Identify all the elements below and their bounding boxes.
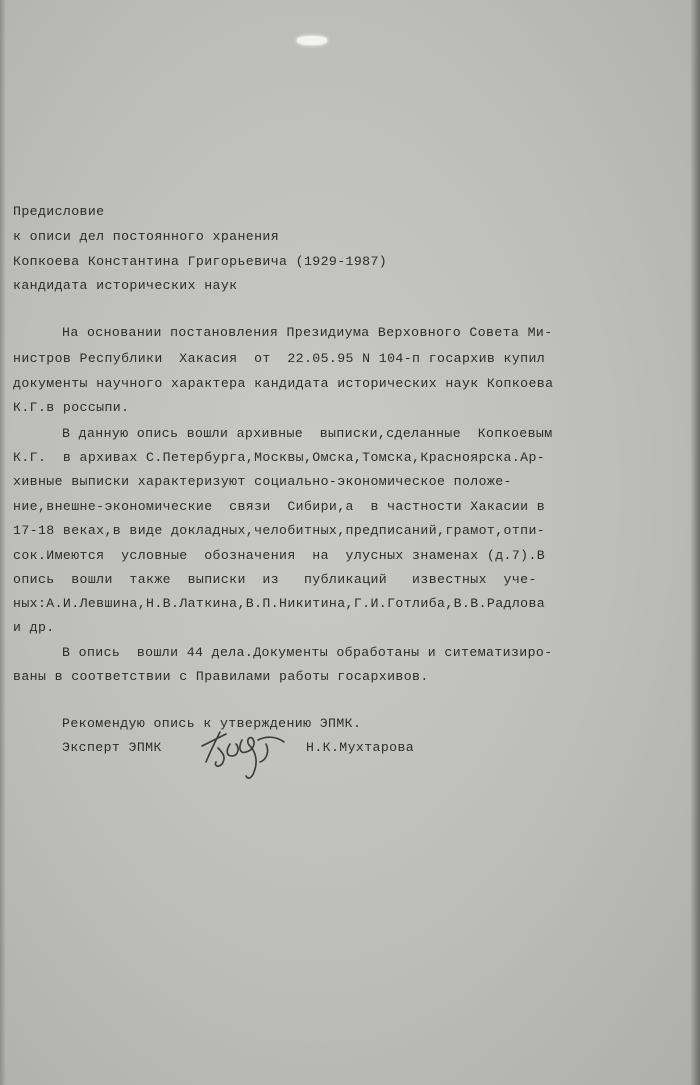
handwritten-signature [196, 722, 292, 784]
paragraph-2-line-2: К.Г. в архивах С.Петербурга,Москвы,Омска,Томска,Красноярска.Ар- [13, 450, 546, 465]
paragraph-2-line-3: хивные выписки характеризуют социально-экономическое положе- [13, 474, 512, 489]
paragraph-1-line-1: На основании постановления Президиума Верховного Совета Ми- [62, 325, 553, 340]
paragraph-1-line-4: К.Г.в россыпи. [13, 400, 130, 415]
paragraph-2-line-7: опись вошли также выписки из публикаций известных уче- [13, 572, 537, 587]
heading-line-1: Предисловие [13, 204, 105, 219]
paragraph-3-line-2: ваны в соответствии с Правилами работы госархивов. [13, 669, 429, 684]
heading-line-4: кандидата исторических наук [13, 278, 238, 293]
paragraph-1-line-3: документы научного характера кандидата исторических наук Копкоева [13, 376, 554, 391]
paragraph-2-line-1: В данную опись вошли архивные выписки,сделанные Копкоевым [62, 426, 553, 441]
heading-line-3: Копкоева Константина Григорьевича (1929-1987) [13, 254, 388, 269]
paper-damage-mark [297, 36, 327, 45]
paragraph-3-line-1: В опись вошли 44 дела.Документы обработаны и ситематизиро- [62, 645, 553, 660]
paragraph-2-line-8: ных:А.И.Левшина,Н.В.Латкина,В.П.Никитина,Г.И.Готлиба,В.В.Радлова [13, 596, 546, 611]
page-edge-shadow-left [0, 0, 6, 1085]
heading-line-2: к описи дел постоянного хранения [13, 229, 280, 244]
page-edge-shadow-right [690, 0, 700, 1085]
paragraph-2-line-4: ние,внешне-экономические связи Сибири,а в частности Хакасии в [13, 499, 546, 514]
expert-label: Эксперт ЭПМК [62, 740, 162, 755]
paragraph-2-line-5: 17-18 веках,в виде докладных,челобитных,предписаний,грамот,отпи- [13, 523, 546, 538]
paragraph-2-line-6: сок.Имеются условные обозначения на улусных знаменах (д.7).В [13, 548, 546, 563]
recommendation-line: Рекомендую опись к утверждению ЭПМК. [62, 716, 362, 731]
expert-name: Н.К.Мухтарова [306, 740, 415, 755]
paragraph-1-line-2: нистров Республики Хакасия от 22.05.95 N 104-п госархив купил [13, 351, 546, 366]
paragraph-2-line-9: и др. [13, 620, 55, 635]
